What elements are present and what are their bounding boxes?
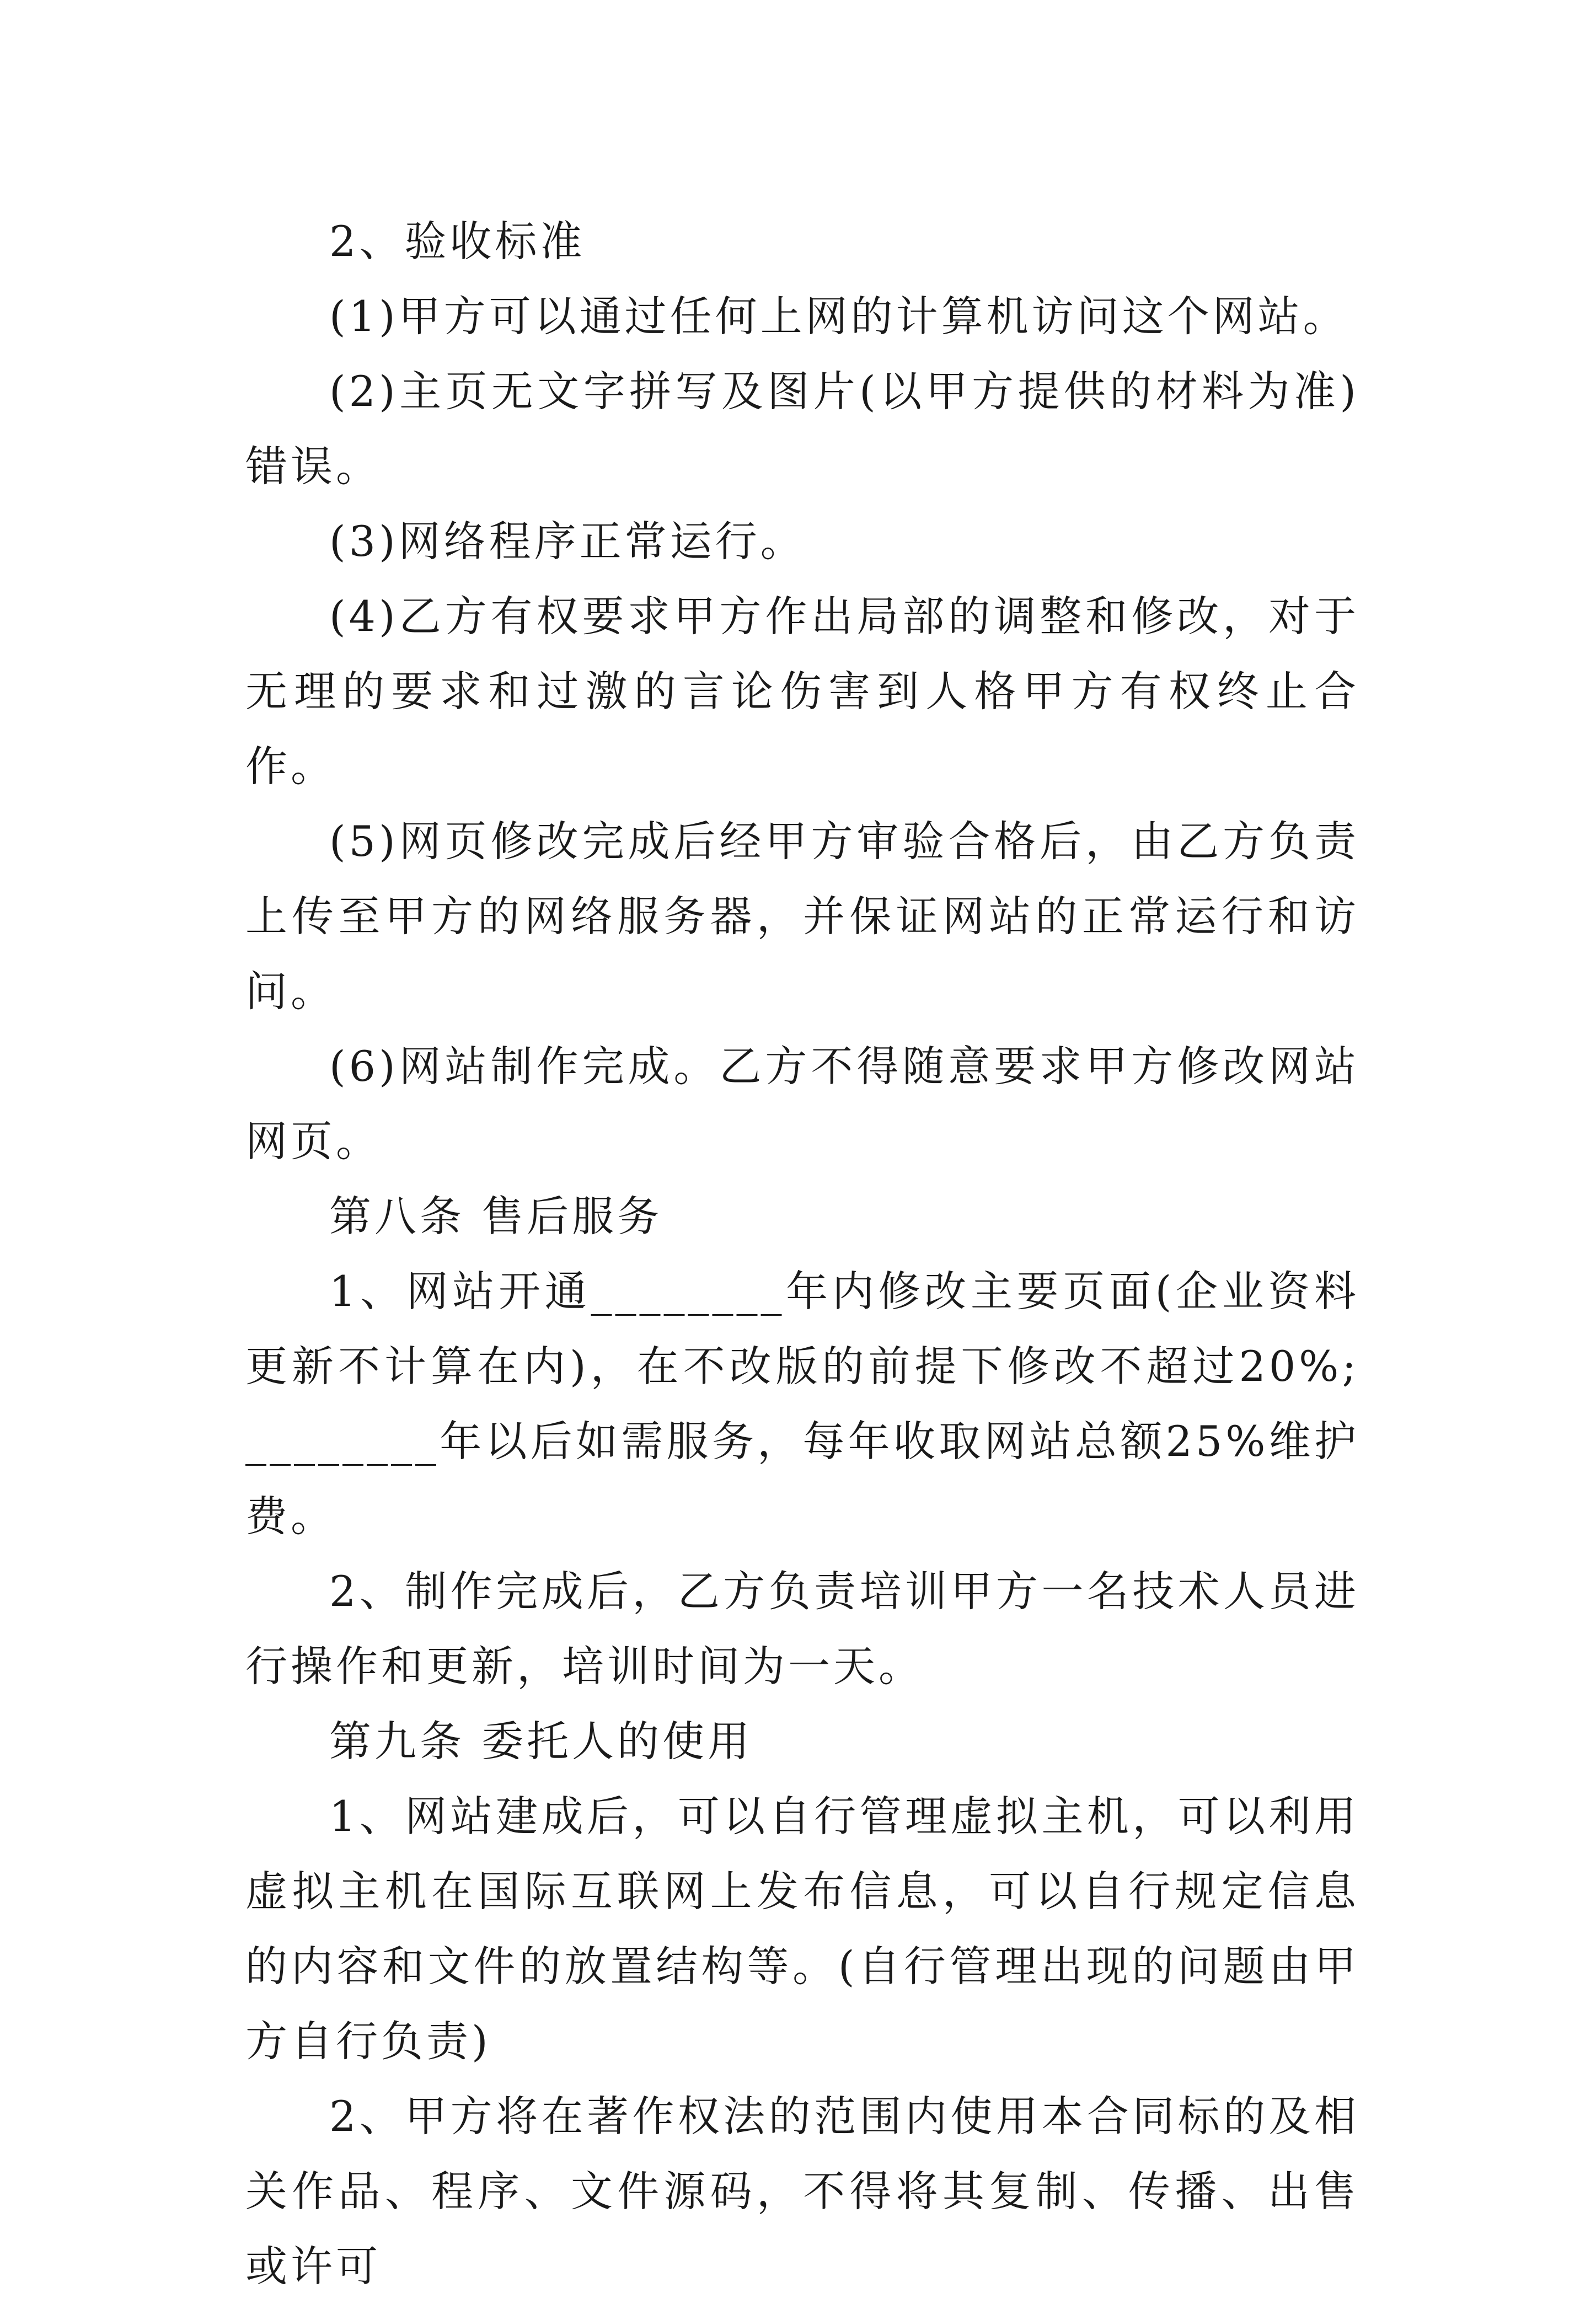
- paragraph: 1、网站建成后，可以自行管理虚拟主机，可以利用虚拟主机在国际互联网上发布信息，可以自行规定信息的内容和文件的放置结构等。(自行管理出现的问题由甲方自行负责): [245, 1792, 1359, 2066]
- document-body: [245, 204, 1359, 2304]
- paragraph: (5)网页修改完成后经甲方审验合格后，由乙方负责上传至甲方的网络服务器，并保证网站的正常运行和访问。: [245, 817, 1359, 1016]
- paragraph: (2)主页无文字拼写及图片(以甲方提供的材料为准)错误。: [245, 367, 1359, 491]
- article-heading-client-use: 第九条 委托人的使用: [329, 1717, 753, 1766]
- paragraph: (4)乙方有权要求甲方作出局部的调整和修改，对于无理的要求和过激的言论伤害到人格甲方有权终止合作。: [245, 592, 1359, 791]
- paragraph: (3)网络程序正常运行。: [329, 517, 806, 566]
- article-heading-after-sales: 第八条 售后服务: [329, 1192, 663, 1241]
- section-heading-acceptance-standard: 2、验收标准: [329, 217, 586, 266]
- paragraph: 2、制作完成后，乙方负责培训甲方一名技术人员进行操作和更新，培训时间为一天。: [245, 1567, 1359, 1691]
- paragraph: (6)网站制作完成。乙方不得随意要求甲方修改网站网页。: [245, 1042, 1359, 1166]
- paragraph: (1)甲方可以通过任何上网的计算机访问这个网站。: [329, 292, 1348, 341]
- paragraph: 2、甲方将在著作权法的范围内使用本合同标的及相关作品、程序、文件源码，不得将其复制、传播、出售或许可: [245, 2092, 1359, 2291]
- paragraph: 1、网站开通________年内修改主要页面(企业资料更新不计算在内)，在不改版的前提下修改不超过20%;________年以后如需服务，每年收取网站总额25%维护费。: [245, 1267, 1359, 1541]
